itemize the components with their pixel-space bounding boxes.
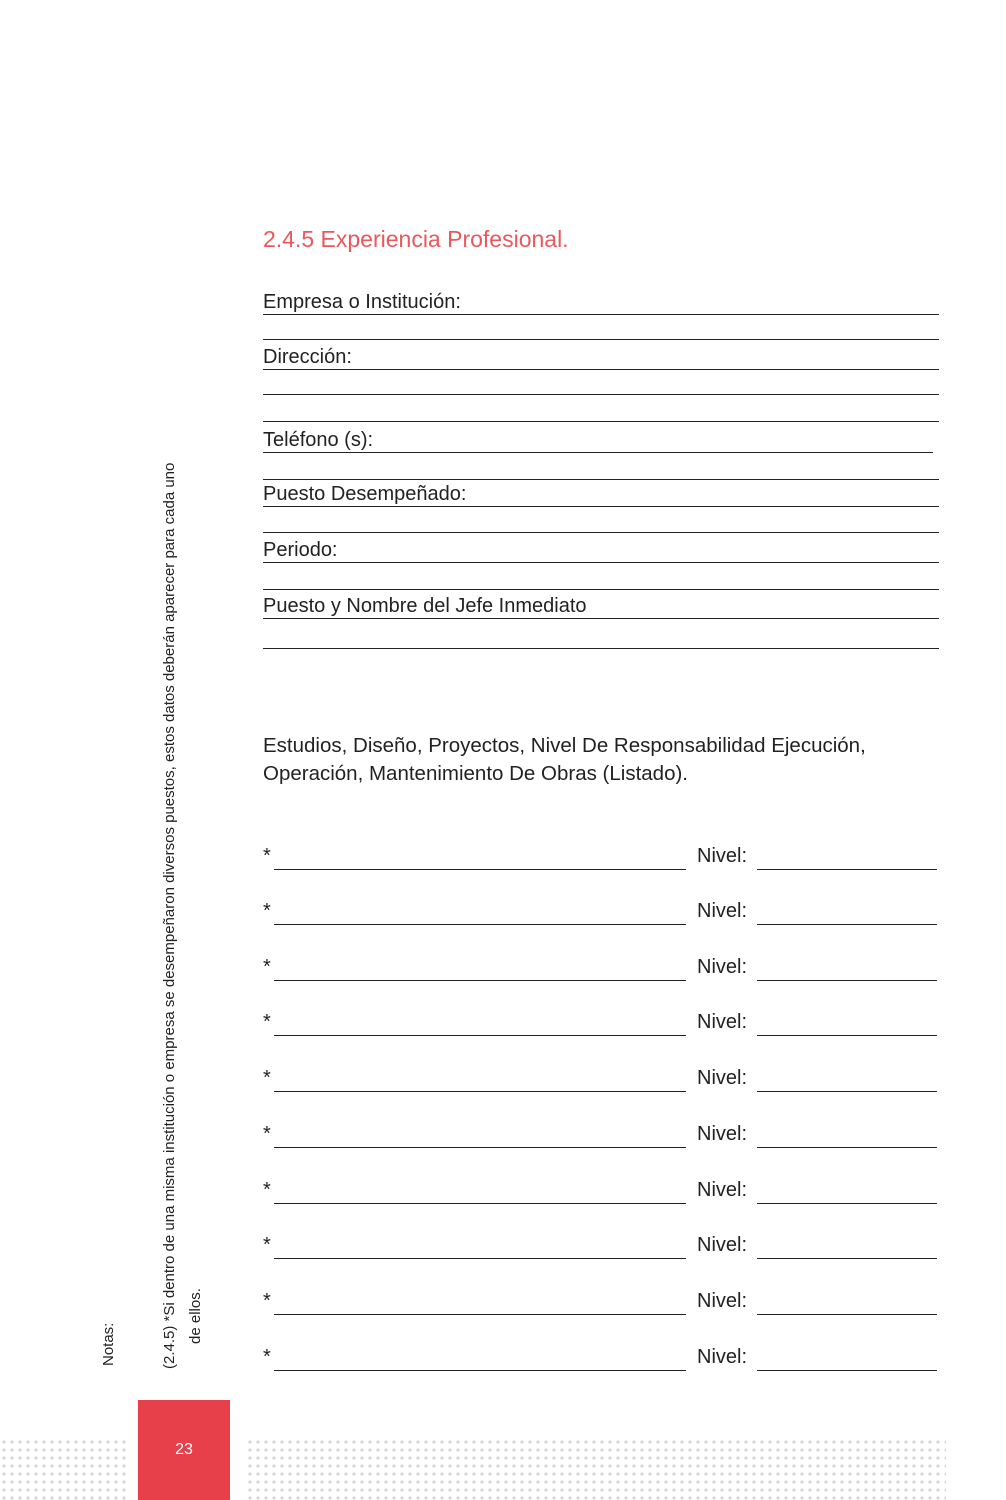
study-entry-field[interactable] xyxy=(274,900,686,925)
address-field-line-3[interactable] xyxy=(263,397,939,422)
boss-field-continuation[interactable] xyxy=(263,624,939,649)
phone-field-continuation[interactable] xyxy=(263,455,939,480)
study-row xyxy=(263,956,939,982)
study-entry-field[interactable] xyxy=(274,1011,686,1036)
study-row xyxy=(263,900,939,926)
address-field[interactable] xyxy=(263,345,939,370)
footer-dot-pattern-left xyxy=(0,1438,130,1500)
bullet-star: * xyxy=(263,1346,271,1368)
bullet-star: * xyxy=(263,1123,271,1145)
level-label: Nivel: xyxy=(697,845,748,867)
page-number: 23 xyxy=(175,1441,193,1458)
level-label: Nivel: xyxy=(697,1067,748,1089)
position-label: Puesto Desempeñado: xyxy=(263,483,467,505)
study-row xyxy=(263,1067,939,1093)
level-field[interactable] xyxy=(757,1123,937,1148)
side-note-line-1: (2.4.5) *Si dentro de una misma institución o empresa se desempeñaron diversos puestos, estos datos deberán aparecer para cada uno xyxy=(161,462,178,1369)
study-row xyxy=(263,1123,939,1149)
studies-description: Estudios, Diseño, Proyectos, Nivel De Responsabilidad Ejecución, Operación, Mantenimiento De Obras (Listado). xyxy=(263,734,866,785)
period-field-continuation[interactable] xyxy=(263,565,939,590)
level-label: Nivel: xyxy=(697,1123,748,1145)
bullet-star: * xyxy=(263,1234,271,1256)
study-entry-field[interactable] xyxy=(274,845,686,870)
level-label: Nivel: xyxy=(697,1234,748,1256)
study-entry-field[interactable] xyxy=(274,1346,686,1371)
boss-label: Puesto y Nombre del Jefe Inmediato xyxy=(263,595,587,617)
level-label: Nivel: xyxy=(697,1179,748,1201)
level-field[interactable] xyxy=(757,845,937,870)
study-entry-field[interactable] xyxy=(274,1067,686,1092)
company-field-continuation[interactable] xyxy=(263,315,939,340)
level-label: Nivel: xyxy=(697,1011,748,1033)
company-field[interactable] xyxy=(263,290,939,315)
period-label: Periodo: xyxy=(263,539,338,561)
level-field[interactable] xyxy=(757,1179,937,1204)
page-number-tab xyxy=(138,1400,230,1500)
level-label: Nivel: xyxy=(697,900,748,922)
level-label: Nivel: xyxy=(697,956,748,978)
footer-dot-pattern-right xyxy=(246,1438,946,1500)
level-field[interactable] xyxy=(757,1346,937,1371)
bullet-star: * xyxy=(263,1290,271,1312)
level-field[interactable] xyxy=(757,1290,937,1315)
study-entry-field[interactable] xyxy=(274,1290,686,1315)
study-entry-field[interactable] xyxy=(274,956,686,981)
level-field[interactable] xyxy=(757,1234,937,1259)
bullet-star: * xyxy=(263,1179,271,1201)
bullet-star: * xyxy=(263,956,271,978)
level-field[interactable] xyxy=(757,1067,937,1092)
study-row xyxy=(263,845,939,871)
study-row xyxy=(263,1011,939,1037)
level-label: Nivel: xyxy=(697,1346,748,1368)
bullet-star: * xyxy=(263,1067,271,1089)
address-label: Dirección: xyxy=(263,346,352,368)
phone-field[interactable] xyxy=(263,428,933,453)
bullet-star: * xyxy=(263,900,271,922)
level-label: Nivel: xyxy=(697,1290,748,1312)
notes-label: Notas: xyxy=(100,1322,117,1366)
study-row xyxy=(263,1290,939,1316)
study-entry-field[interactable] xyxy=(274,1234,686,1259)
side-note xyxy=(157,463,209,1369)
company-label: Empresa o Institución: xyxy=(263,291,461,313)
level-field[interactable] xyxy=(757,956,937,981)
position-field[interactable] xyxy=(263,482,939,507)
phone-label: Teléfono (s): xyxy=(263,429,374,451)
side-note-line-2: de ellos. xyxy=(187,1288,204,1344)
study-entry-field[interactable] xyxy=(274,1179,686,1204)
boss-field[interactable] xyxy=(263,594,939,619)
study-entry-field[interactable] xyxy=(274,1123,686,1148)
study-row xyxy=(263,1346,939,1372)
bullet-star: * xyxy=(263,1011,271,1033)
level-field[interactable] xyxy=(757,1011,937,1036)
address-field-line-2[interactable] xyxy=(263,370,939,395)
period-field[interactable] xyxy=(263,538,939,563)
section-title: 2.4.5 Experiencia Profesional. xyxy=(263,226,569,252)
study-row xyxy=(263,1179,939,1205)
level-field[interactable] xyxy=(757,900,937,925)
bullet-star: * xyxy=(263,845,271,867)
position-field-continuation[interactable] xyxy=(263,508,939,533)
study-row xyxy=(263,1234,939,1260)
